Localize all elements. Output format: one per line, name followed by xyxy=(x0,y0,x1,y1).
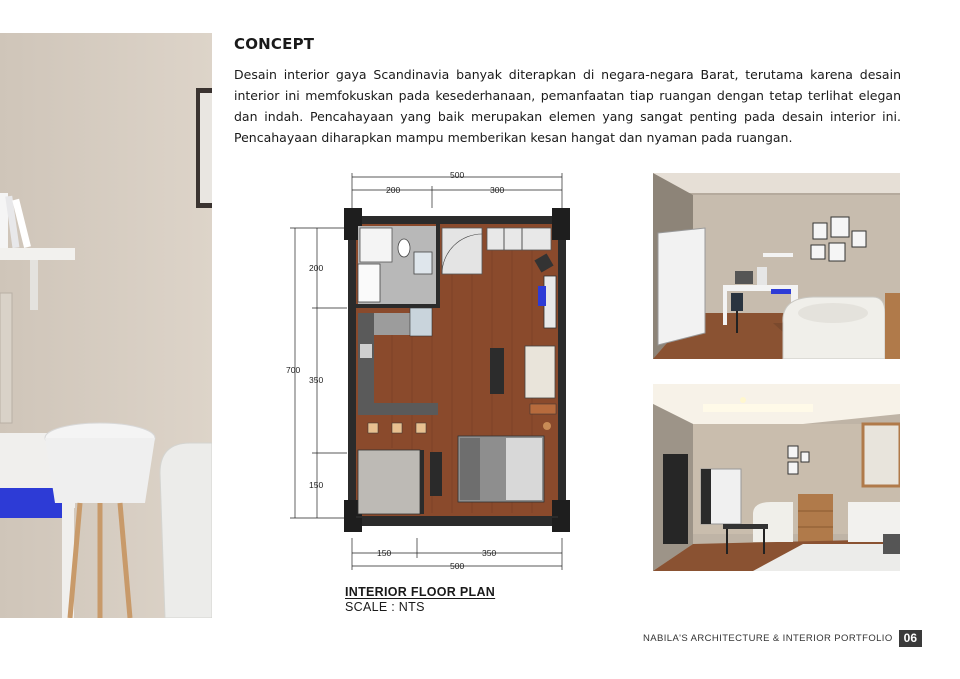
dim-left-top: 200 xyxy=(309,263,324,273)
dim-left-bottom: 150 xyxy=(309,480,324,490)
interior-floor-plan xyxy=(282,168,582,578)
dim-top-left: 200 xyxy=(386,185,401,195)
floor-plan-caption xyxy=(345,585,495,614)
render-living-workspace xyxy=(653,173,900,359)
dim-top-total: 500 xyxy=(450,170,465,180)
dim-left-total: 700 xyxy=(286,365,301,375)
concept-title: CONCEPT xyxy=(234,35,315,53)
portfolio-title: NABILA'S ARCHITECTURE & INTERIOR PORTFOLIO xyxy=(642,633,893,644)
dim-bottom-left: 150 xyxy=(377,548,392,558)
dim-bottom-total: 500 xyxy=(450,561,465,571)
page-footer xyxy=(643,630,922,647)
dim-left-middle: 350 xyxy=(309,375,324,385)
page-number-badge: 06 xyxy=(899,630,922,647)
concept-paragraph: Desain interior gaya Scandinavia banyak diterapkan di negara-negara Barat, terutama karena desain interior ini memfokuskan pada kesederhanaan, pemanfaatan tiap ruangan dengan tetap terlihat elegan dan indah. Pencahayaan yang baik merupakan elemen yang sangat penting pada desain interior ini. Pencahayaan diharapkan mampu memberikan kesan hangat dan nyaman pada ruangan. xyxy=(234,67,901,145)
floor-plan-title: INTERIOR FLOOR PLAN xyxy=(345,585,496,599)
interior-side-photo xyxy=(0,33,212,618)
floor-plan-scale: SCALE : NTS xyxy=(345,600,425,614)
dim-top-right: 300 xyxy=(490,185,505,195)
dim-bottom-right: 350 xyxy=(482,548,497,558)
render-bedroom-view xyxy=(653,384,900,571)
